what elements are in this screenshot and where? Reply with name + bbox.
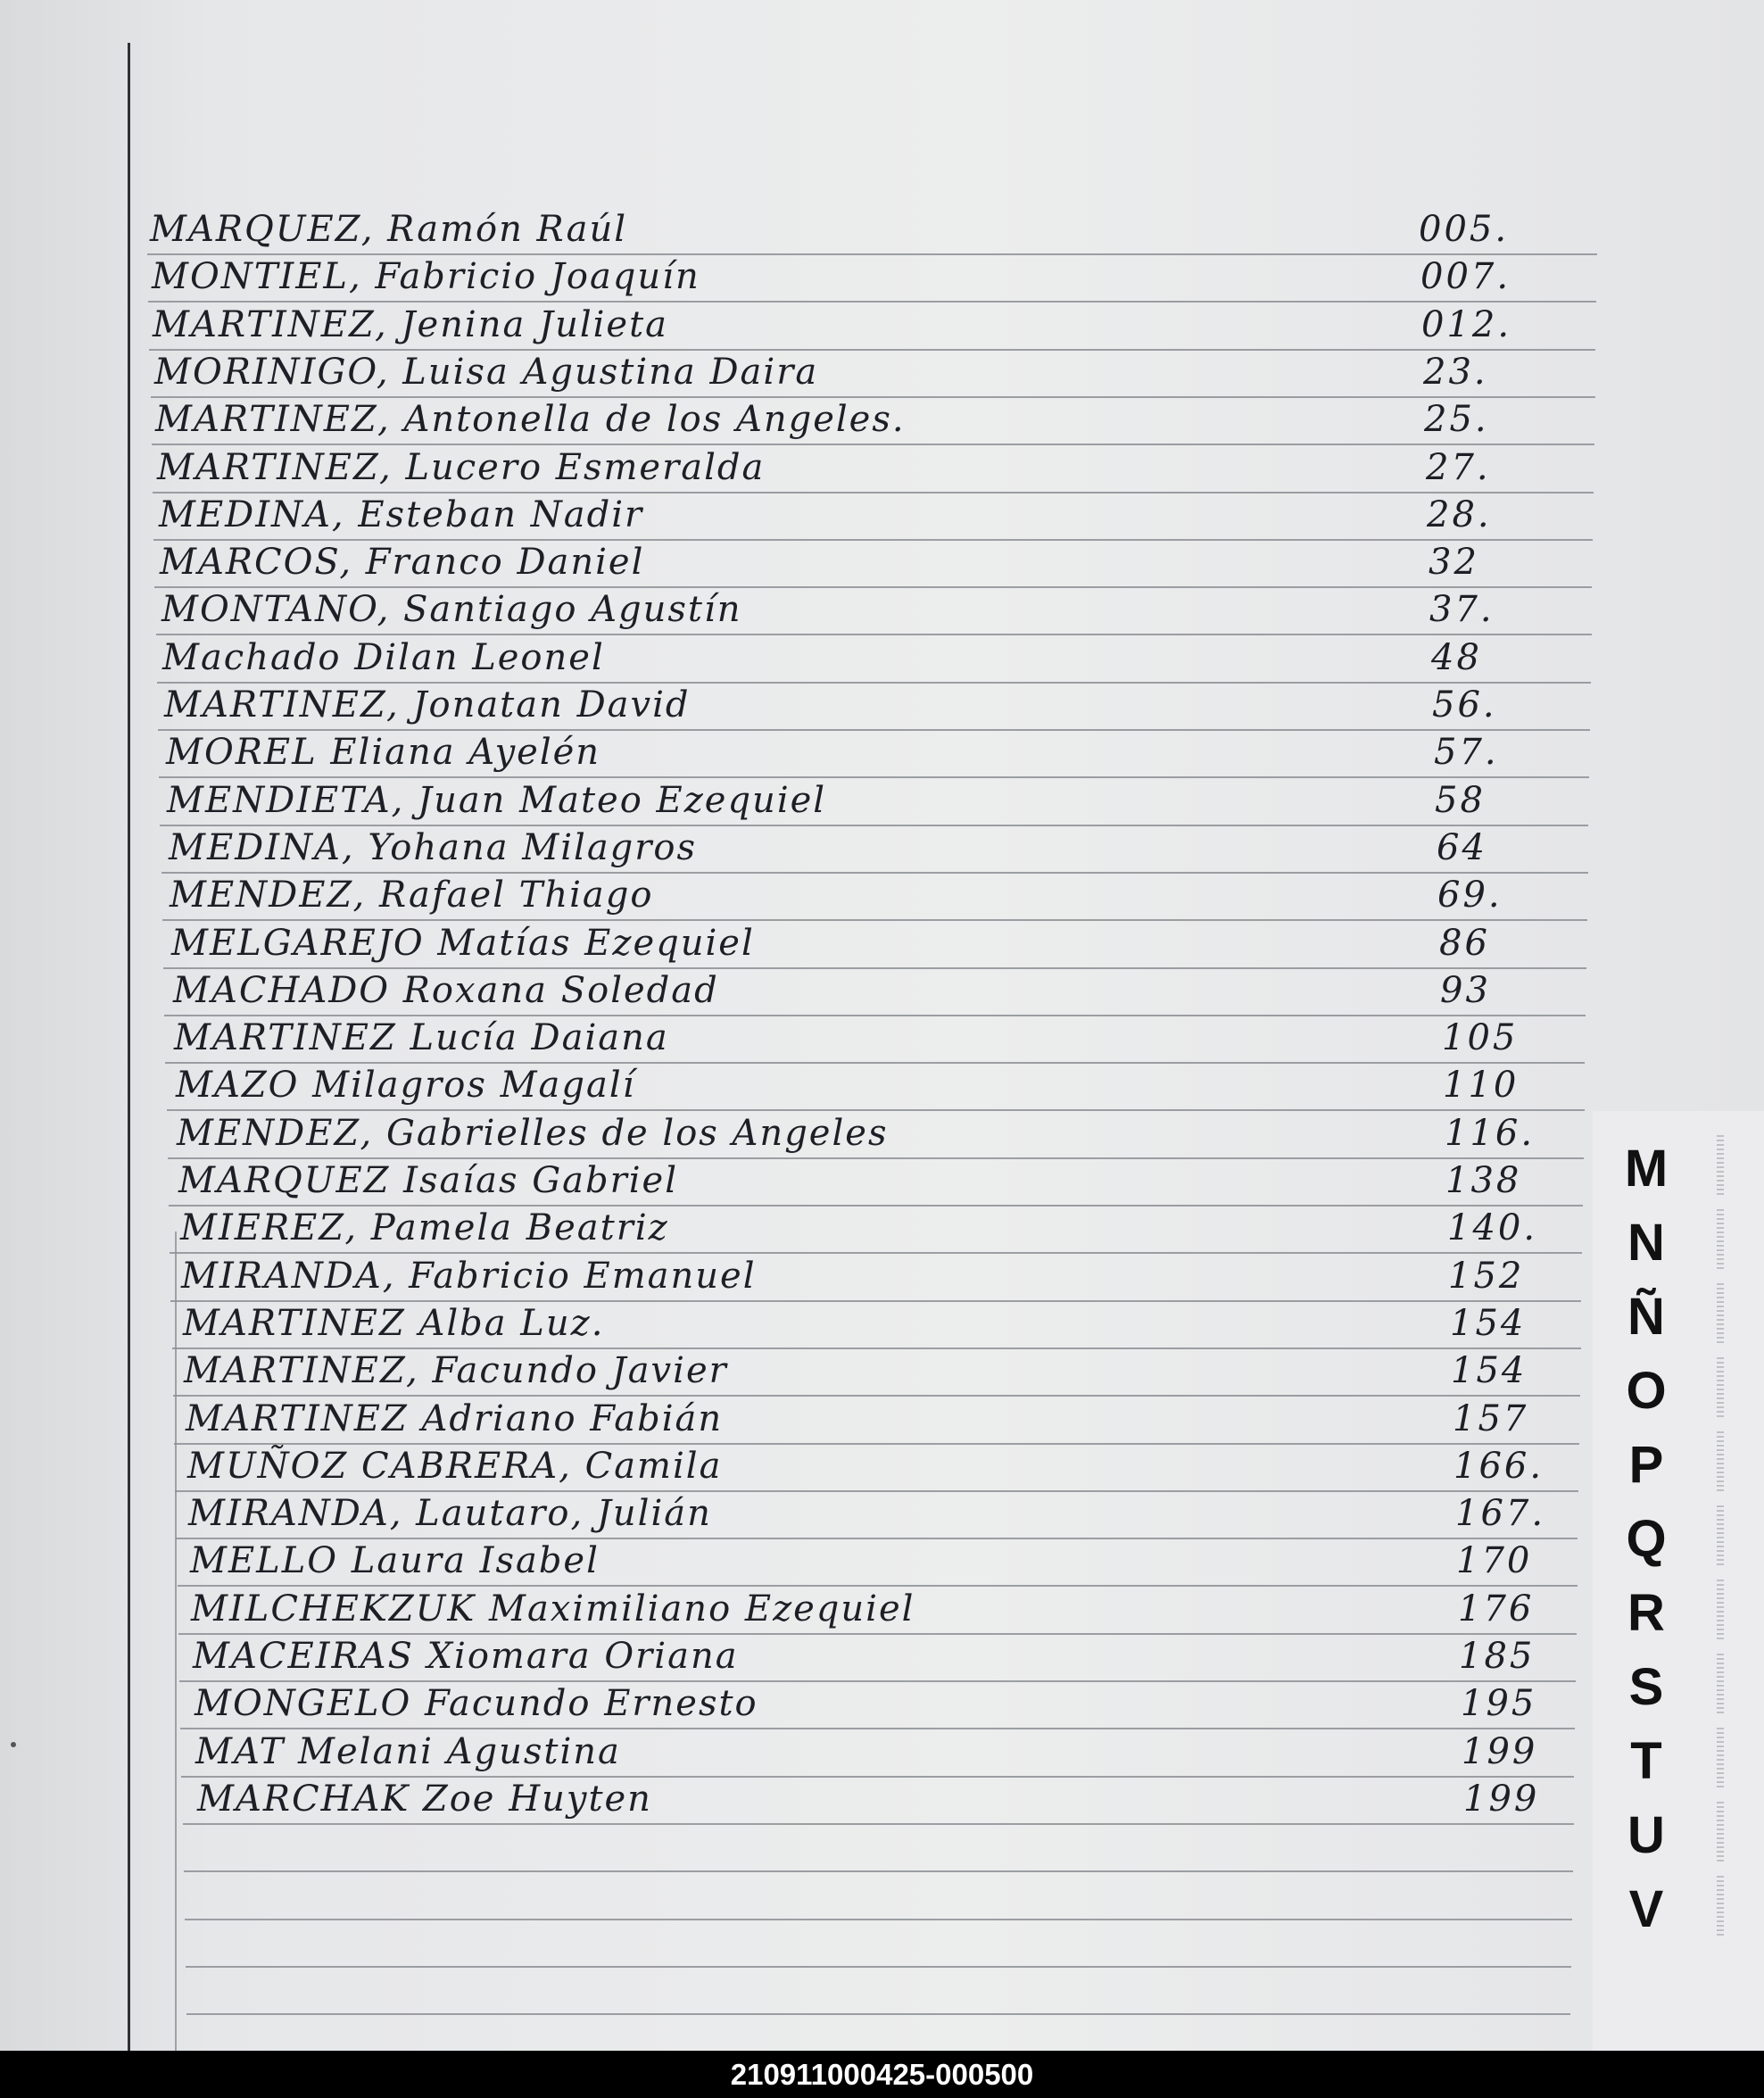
- list-item: [0, 1446, 1588, 1492]
- entry-name: MARTINEZ Adriano Fabián: [186, 1398, 724, 1439]
- list-item: [0, 256, 1588, 303]
- entry-number: 005.: [1419, 209, 1510, 250]
- entry-name: MARTINEZ, Jenina Julieta: [153, 304, 669, 345]
- entry-number: 154: [1450, 1303, 1527, 1344]
- entry-name: MUÑOZ CABRERA, Camila: [187, 1446, 723, 1487]
- index-tab-letter: V: [1628, 1880, 1664, 1938]
- entry-name: MIEREZ, Pamela Beatriz: [180, 1207, 669, 1248]
- list-item: [0, 780, 1588, 826]
- entry-number: 48: [1431, 637, 1482, 678]
- list-item: [0, 494, 1588, 541]
- tab-divider: [1717, 1135, 1724, 1196]
- entry-name: MENDEZ, Gabrielles de los Angeles: [177, 1113, 889, 1154]
- entry-name: MONTANO, Santiago Agustín: [161, 589, 742, 630]
- entry-name: MACEIRAS Xiomara Oriana: [193, 1636, 739, 1677]
- entry-number: 116.: [1445, 1113, 1536, 1154]
- tab-divider: [1717, 1654, 1724, 1714]
- entry-number: 25.: [1424, 399, 1489, 440]
- entry-name: MONGELO Facundo Ernesto: [195, 1683, 758, 1724]
- index-tab-letter: O: [1626, 1362, 1667, 1420]
- entry-name: MENDIETA, Juan Mateo Ezequiel: [167, 780, 827, 821]
- entry-name: MOREL Eliana Ayelén: [166, 732, 601, 773]
- entry-name: MARTINEZ Lucía Daiana: [174, 1017, 669, 1058]
- entry-name: MARTINEZ, Antonella de los Angeles.: [155, 399, 906, 440]
- entry-number: 56.: [1432, 684, 1497, 726]
- list-item: [0, 970, 1588, 1016]
- entry-name: MARCOS, Franco Daniel: [160, 542, 645, 583]
- entry-number: 37.: [1429, 589, 1495, 630]
- list-item: [0, 1779, 1588, 1825]
- entry-name: MEDINA, Yohana Milagros: [169, 827, 698, 868]
- entry-number: 93: [1440, 970, 1491, 1011]
- entry-number: 167.: [1455, 1493, 1546, 1534]
- tab-divider: [1717, 1505, 1724, 1566]
- entry-name: MARCHAK Zoe Huyten: [197, 1779, 652, 1820]
- list-item: [0, 1493, 1588, 1539]
- list-item: [0, 1303, 1588, 1349]
- entry-number: 152: [1448, 1256, 1525, 1297]
- entry-number: 86: [1439, 923, 1490, 964]
- entry-number: 199: [1462, 1731, 1538, 1772]
- list-item: [0, 1731, 1588, 1778]
- index-tab-letter: Ñ: [1627, 1288, 1665, 1346]
- list-item: [0, 1113, 1588, 1159]
- ruled-line: [185, 1919, 1572, 1920]
- entry-name: MAT Melani Agustina: [195, 1731, 621, 1772]
- entry-number: 195: [1461, 1683, 1537, 1724]
- tab-divider: [1717, 1728, 1724, 1788]
- index-tab-letter: U: [1627, 1806, 1665, 1864]
- tab-divider: [1717, 1876, 1724, 1936]
- entry-name: MEDINA, Esteban Nadir: [159, 494, 644, 535]
- list-item: [0, 542, 1588, 588]
- list-item: [0, 1017, 1588, 1064]
- list-item: [0, 1207, 1588, 1254]
- entry-number: 105: [1442, 1017, 1519, 1058]
- list-item: [0, 399, 1588, 445]
- tab-divider: [1717, 1431, 1724, 1492]
- document-id-footer: 210911000425-000500: [0, 2051, 1764, 2098]
- list-item: [0, 1350, 1588, 1397]
- entry-name: MILCHEKZUK Maximiliano Ezequiel: [191, 1588, 915, 1629]
- entry-number: 140.: [1447, 1207, 1538, 1248]
- entry-number: 007.: [1420, 256, 1511, 297]
- entry-name: MONTIEL, Fabricio Joaquín: [152, 256, 700, 297]
- list-item: [0, 352, 1588, 398]
- entry-name: MIRANDA, Lautaro, Julián: [188, 1493, 712, 1534]
- entry-number: 64: [1437, 827, 1487, 868]
- index-tab-letter: Q: [1626, 1510, 1667, 1568]
- entry-name: MAZO Milagros Magalí: [176, 1065, 636, 1106]
- entry-name: MELGAREJO Matías Ezequiel: [171, 923, 755, 964]
- list-item: [0, 1588, 1588, 1635]
- entry-name: MENDEZ, Rafael Thiago: [170, 875, 654, 916]
- entry-number: 012.: [1421, 304, 1512, 345]
- entry-number: 154: [1451, 1350, 1528, 1391]
- list-item: [0, 1636, 1588, 1682]
- index-tab-letter: N: [1627, 1214, 1665, 1272]
- entry-name: MELLO Laura Isabel: [190, 1540, 600, 1581]
- list-item: [0, 1065, 1588, 1111]
- tab-divider: [1717, 1209, 1724, 1270]
- entry-name: MARQUEZ Isaías Gabriel: [178, 1160, 679, 1201]
- list-item: [0, 209, 1588, 255]
- list-item: [0, 923, 1588, 969]
- entry-name: MARTINEZ Alba Luz.: [183, 1303, 605, 1344]
- entry-number: 110: [1443, 1065, 1520, 1106]
- entry-number: 157: [1453, 1398, 1529, 1439]
- tab-divider: [1717, 1580, 1724, 1640]
- list-item: [0, 589, 1588, 635]
- list-item: [0, 684, 1588, 731]
- index-tab-letter: S: [1628, 1658, 1664, 1716]
- list-item: [0, 1683, 1588, 1729]
- entry-name: MARQUEZ, Ramón Raúl: [150, 209, 627, 250]
- entry-number: 138: [1445, 1160, 1522, 1201]
- ruled-line: [186, 2013, 1570, 2015]
- list-item: [0, 732, 1588, 778]
- entry-number: 57.: [1434, 732, 1499, 773]
- entry-number: 199: [1463, 1779, 1540, 1820]
- entry-number: 27.: [1426, 447, 1491, 488]
- entry-name: MARTINEZ, Lucero Esmeralda: [157, 447, 766, 488]
- index-tab-letter: R: [1627, 1584, 1665, 1642]
- entry-name: MARTINEZ, Facundo Javier: [184, 1350, 728, 1391]
- list-item: [0, 304, 1588, 351]
- entry-name: MORINIGO, Luisa Agustina Daira: [154, 352, 819, 393]
- list-item: [0, 1256, 1588, 1302]
- entry-number: 170: [1456, 1540, 1533, 1581]
- entry-name: Machado Dilan Leonel: [162, 637, 605, 678]
- index-tab-letter: M: [1624, 1140, 1669, 1198]
- entry-number: 58: [1435, 780, 1486, 821]
- entry-number: 166.: [1453, 1446, 1545, 1487]
- list-item: [0, 1540, 1588, 1587]
- tab-divider: [1717, 1357, 1724, 1418]
- list-item: [0, 827, 1588, 874]
- index-tab-letter: T: [1630, 1732, 1662, 1790]
- index-tab-letter: P: [1628, 1436, 1664, 1494]
- entry-number: 69.: [1437, 875, 1503, 916]
- list-item: [0, 875, 1588, 921]
- ruled-line: [186, 1966, 1571, 1968]
- entry-number: 185: [1459, 1636, 1536, 1677]
- entry-number: 28.: [1427, 494, 1492, 535]
- entry-number: 176: [1458, 1588, 1535, 1629]
- entry-name: MARTINEZ, Jonatan David: [164, 684, 691, 726]
- list-item: [0, 447, 1588, 493]
- list-item: [0, 1160, 1588, 1207]
- tab-divider: [1717, 1283, 1724, 1344]
- entry-name: MIRANDA, Fabricio Emanuel: [181, 1256, 757, 1297]
- list-item: [0, 637, 1588, 684]
- list-item: [0, 1398, 1588, 1445]
- entry-name: MACHADO Roxana Soledad: [173, 970, 719, 1011]
- ruled-line: [184, 1870, 1573, 1872]
- tab-divider: [1717, 1802, 1724, 1862]
- entry-number: 32: [1429, 542, 1479, 583]
- entry-number: 23.: [1423, 352, 1488, 393]
